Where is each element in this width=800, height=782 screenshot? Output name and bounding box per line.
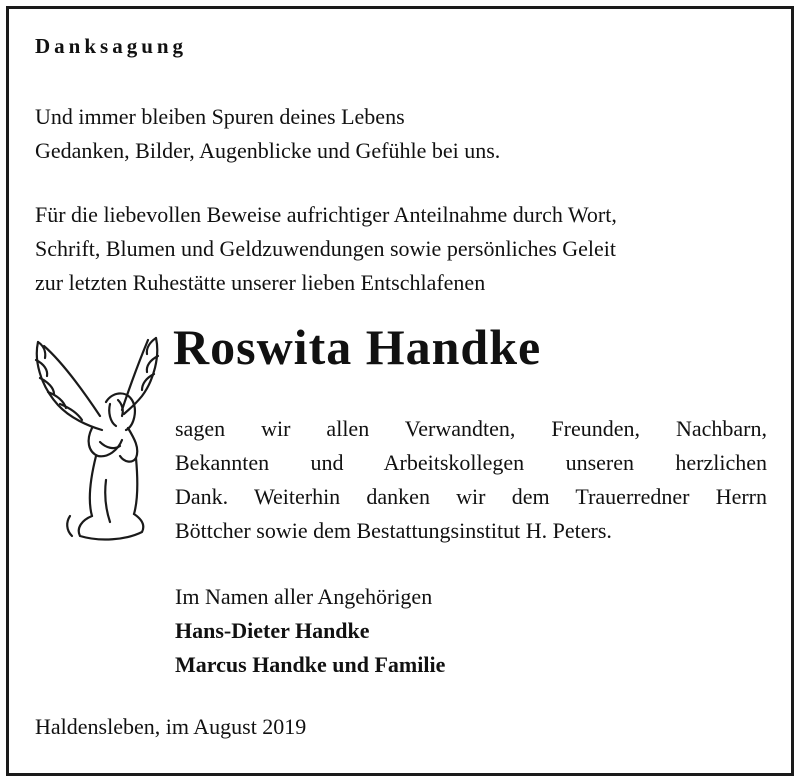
signoff bbox=[175, 580, 445, 682]
thanks-paragraph bbox=[175, 412, 767, 548]
thanks-line: sagen wir allen Verwandten, Freunden, Nachbarn, bbox=[175, 416, 767, 441]
intro-paragraph bbox=[35, 198, 617, 300]
verse-line: Und immer bleiben Spuren deines Lebens bbox=[35, 104, 405, 129]
intro-line: Für die liebevollen Beweise aufrichtiger Anteilnahme durch Wort, bbox=[35, 202, 617, 227]
intro-line: Schrift, Blumen und Geldzuwendungen sowie persönliches Geleit bbox=[35, 236, 617, 261]
intro-line: zur letzten Ruhestätte unserer lieben Entschlafenen bbox=[35, 270, 486, 295]
signoff-intro: Im Namen aller Angehörigen bbox=[175, 584, 433, 609]
thanks-line: Böttcher sowie dem Bestattungsinstitut H. Peters. bbox=[175, 518, 612, 543]
place-date: Haldensleben, im August 2019 bbox=[35, 714, 307, 739]
verse-line: Gedanken, Bilder, Augenblicke und Gefühle bei uns. bbox=[35, 138, 501, 163]
thanks-line: Bekannten und Arbeitskollegen unseren herzlichen bbox=[175, 450, 767, 475]
signoff-name: Marcus Handke und Familie bbox=[175, 652, 446, 677]
verse bbox=[35, 100, 500, 168]
deceased-name: Roswita Handke bbox=[173, 319, 542, 375]
signoff-name: Hans-Dieter Handke bbox=[175, 618, 370, 643]
notice-heading: Danksagung bbox=[35, 34, 188, 58]
angel-icon bbox=[30, 330, 165, 545]
thanks-line: Dank. Weiterhin danken wir dem Trauerredner Herrn bbox=[175, 484, 767, 509]
